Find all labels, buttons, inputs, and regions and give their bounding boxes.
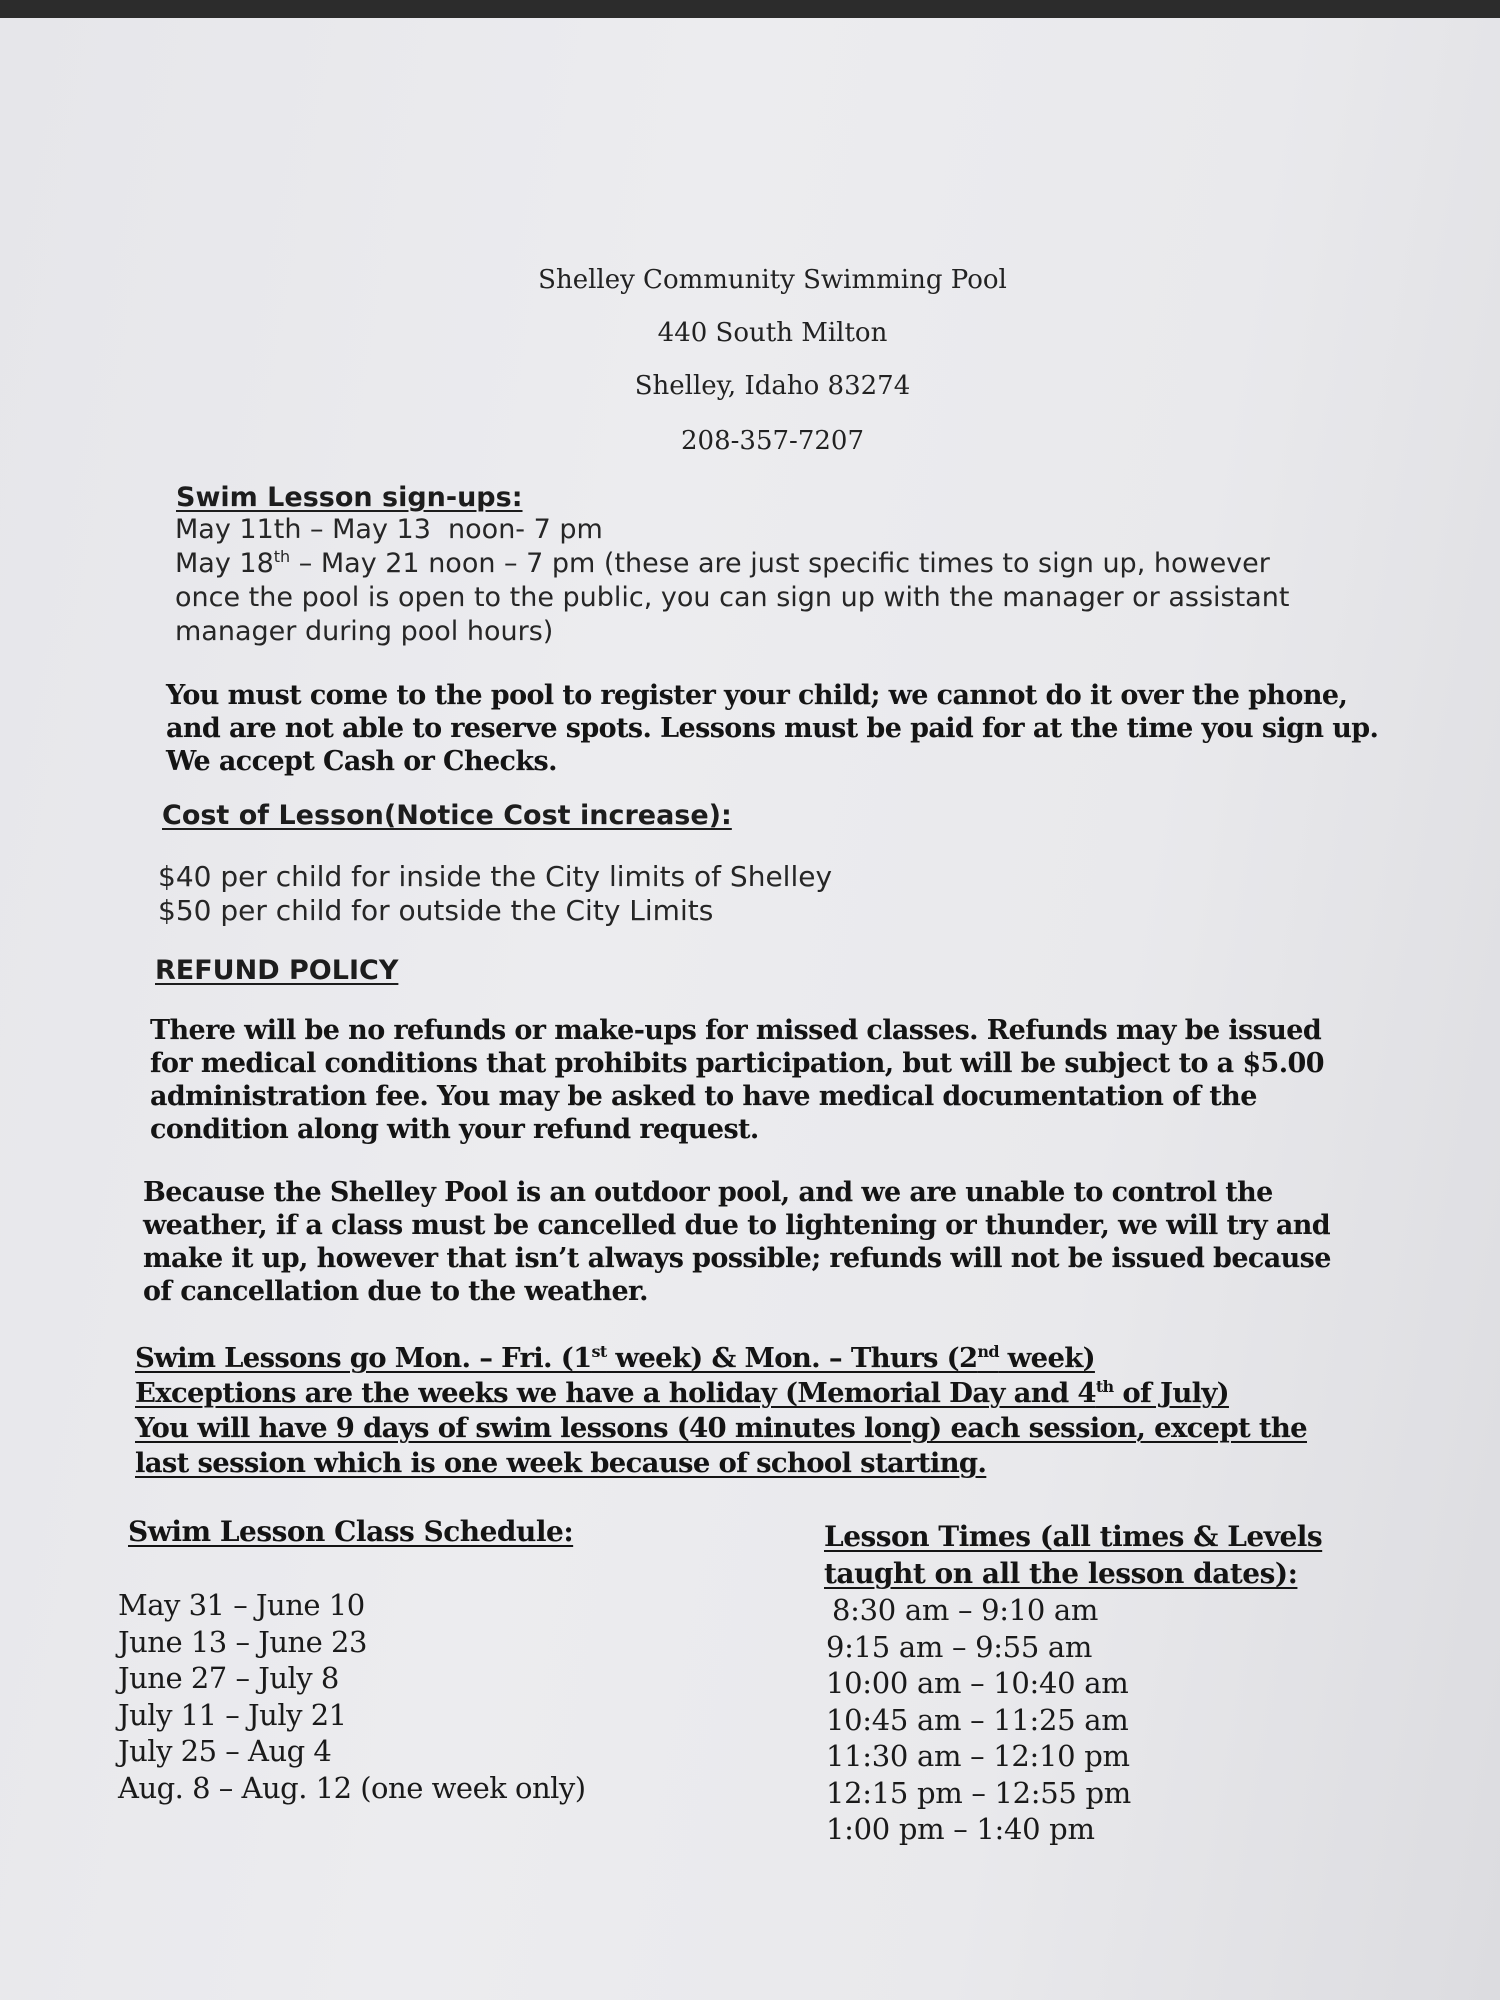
pool-phone: 208-357-7207 [681,426,864,456]
session-line-2-sup: th [1095,1376,1114,1396]
schedule-list [118,1587,586,1806]
session-line-1 [135,1341,1307,1376]
pool-name: Shelley Community Swimming Pool [538,265,1007,295]
refund-p1-line-4: condition along with your refund request. [150,1114,759,1145]
session-line-1c: week) [998,1342,1095,1374]
signups-line-2b: – May 21 noon – 7 pm (these are just specific times to sign up, however [290,548,1270,579]
session-line-2a: Exceptions are the weeks we have a holiday (Memorial Day and 4 [135,1377,1096,1409]
pool-city: Shelley, Idaho 83274 [634,371,911,401]
refund-heading: REFUND POLICY [155,955,399,986]
signups-line-4: manager during pool hours) [175,616,554,647]
refund-p2-line-4: of cancellation due to the weather. [143,1276,648,1307]
cost-outside: $50 per child for outside the City Limits [158,894,714,927]
session-line-2b: of July) [1113,1377,1229,1409]
session-line-1b: week) & Mon. – Thurs (2 [606,1342,978,1374]
signups-heading: Swim Lesson sign-ups: [176,482,523,513]
signups-line-2a: May 18 [175,548,274,579]
schedule-date: June 13 – June 23 [118,1624,367,1659]
refund-p1-line-1: There will be no refunds or make-ups for missed classes. Refunds may be issued [150,1015,1322,1046]
refund-paragraph-1 [150,1014,1324,1146]
time-slot: 9:15 am – 9:55 am [826,1629,1093,1664]
refund-p2-line-3: make it up, however that isn’t always possible; refunds will not be issued because [143,1243,1331,1274]
register-line-1: You must come to the pool to register your child; we cannot do it over the phone, [166,680,1348,711]
session-line-1a: Swim Lessons go Mon. – Fri. (1 [135,1342,592,1374]
time-slot: 10:45 am – 11:25 am [826,1702,1129,1737]
times-list [826,1592,1131,1848]
schedule-heading: Swim Lesson Class Schedule: [128,1515,574,1548]
register-line-2: and are not able to reserve spots. Lessons must be paid for at the time you sign up. [166,713,1379,744]
register-paragraph [166,679,1378,778]
signups-line-2 [175,547,1289,581]
schedule-date: Aug. 8 – Aug. 12 (one week only) [118,1770,586,1805]
signups-text [175,513,1289,649]
refund-paragraph-2 [143,1176,1331,1308]
refund-p2-line-2: weather, if a class must be cancelled due to lightening or thunder, we will try and [143,1210,1331,1241]
time-slot: 10:00 am – 10:40 am [826,1666,1129,1700]
schedule-date: May 31 – June 10 [118,1588,365,1622]
register-line-3: We accept Cash or Checks. [166,746,557,777]
schedule-date: July 25 – Aug 4 [118,1734,332,1768]
times-heading [824,1518,1322,1592]
session-line-2 [135,1376,1307,1411]
session-line-3: You will have 9 days of swim lessons (40 minutes long) each session, except the [135,1412,1307,1444]
refund-p1-line-3: administration fee. You may be asked to have medical documentation of the [150,1081,1257,1112]
schedule-date: July 11 – July 21 [118,1697,347,1732]
schedule-date: June 27 – July 8 [118,1661,339,1695]
times-heading-line-1: Lesson Times (all times & Levels [824,1520,1323,1553]
cost-heading: Cost of Lesson(Notice Cost increase): [162,800,732,831]
time-slot: 12:15 pm – 12:55 pm [826,1775,1131,1810]
signups-line-2-sup: th [273,547,291,566]
signups-line-1: May 11th – May 13 noon- 7 pm [175,514,603,545]
time-slot: 11:30 am – 12:10 pm [826,1739,1130,1773]
refund-p1-line-2: for medical conditions that prohibits participation, but will be subject to a $5.00 [150,1048,1324,1079]
session-line-1-sup2: nd [977,1341,999,1361]
time-slot: 8:30 am – 9:10 am [832,1593,1099,1627]
refund-p2-line-1: Because the Shelley Pool is an outdoor pool, and we are unable to control the [143,1177,1273,1208]
signups-line-3: once the pool is open to the public, you can sign up with the manager or assistant [175,582,1290,613]
session-line-4: last session which is one week because of school starting. [135,1447,987,1479]
session-info [135,1341,1307,1481]
cost-inside: $40 per child for inside the City limits of Shelley [158,860,833,893]
time-slot: 1:00 pm – 1:40 pm [826,1812,1095,1846]
cost-list [158,860,832,928]
times-heading-line-2: taught on all the lesson dates): [824,1557,1298,1590]
session-line-1-sup1: st [591,1341,607,1361]
pool-address: 440 South Milton [657,318,888,348]
